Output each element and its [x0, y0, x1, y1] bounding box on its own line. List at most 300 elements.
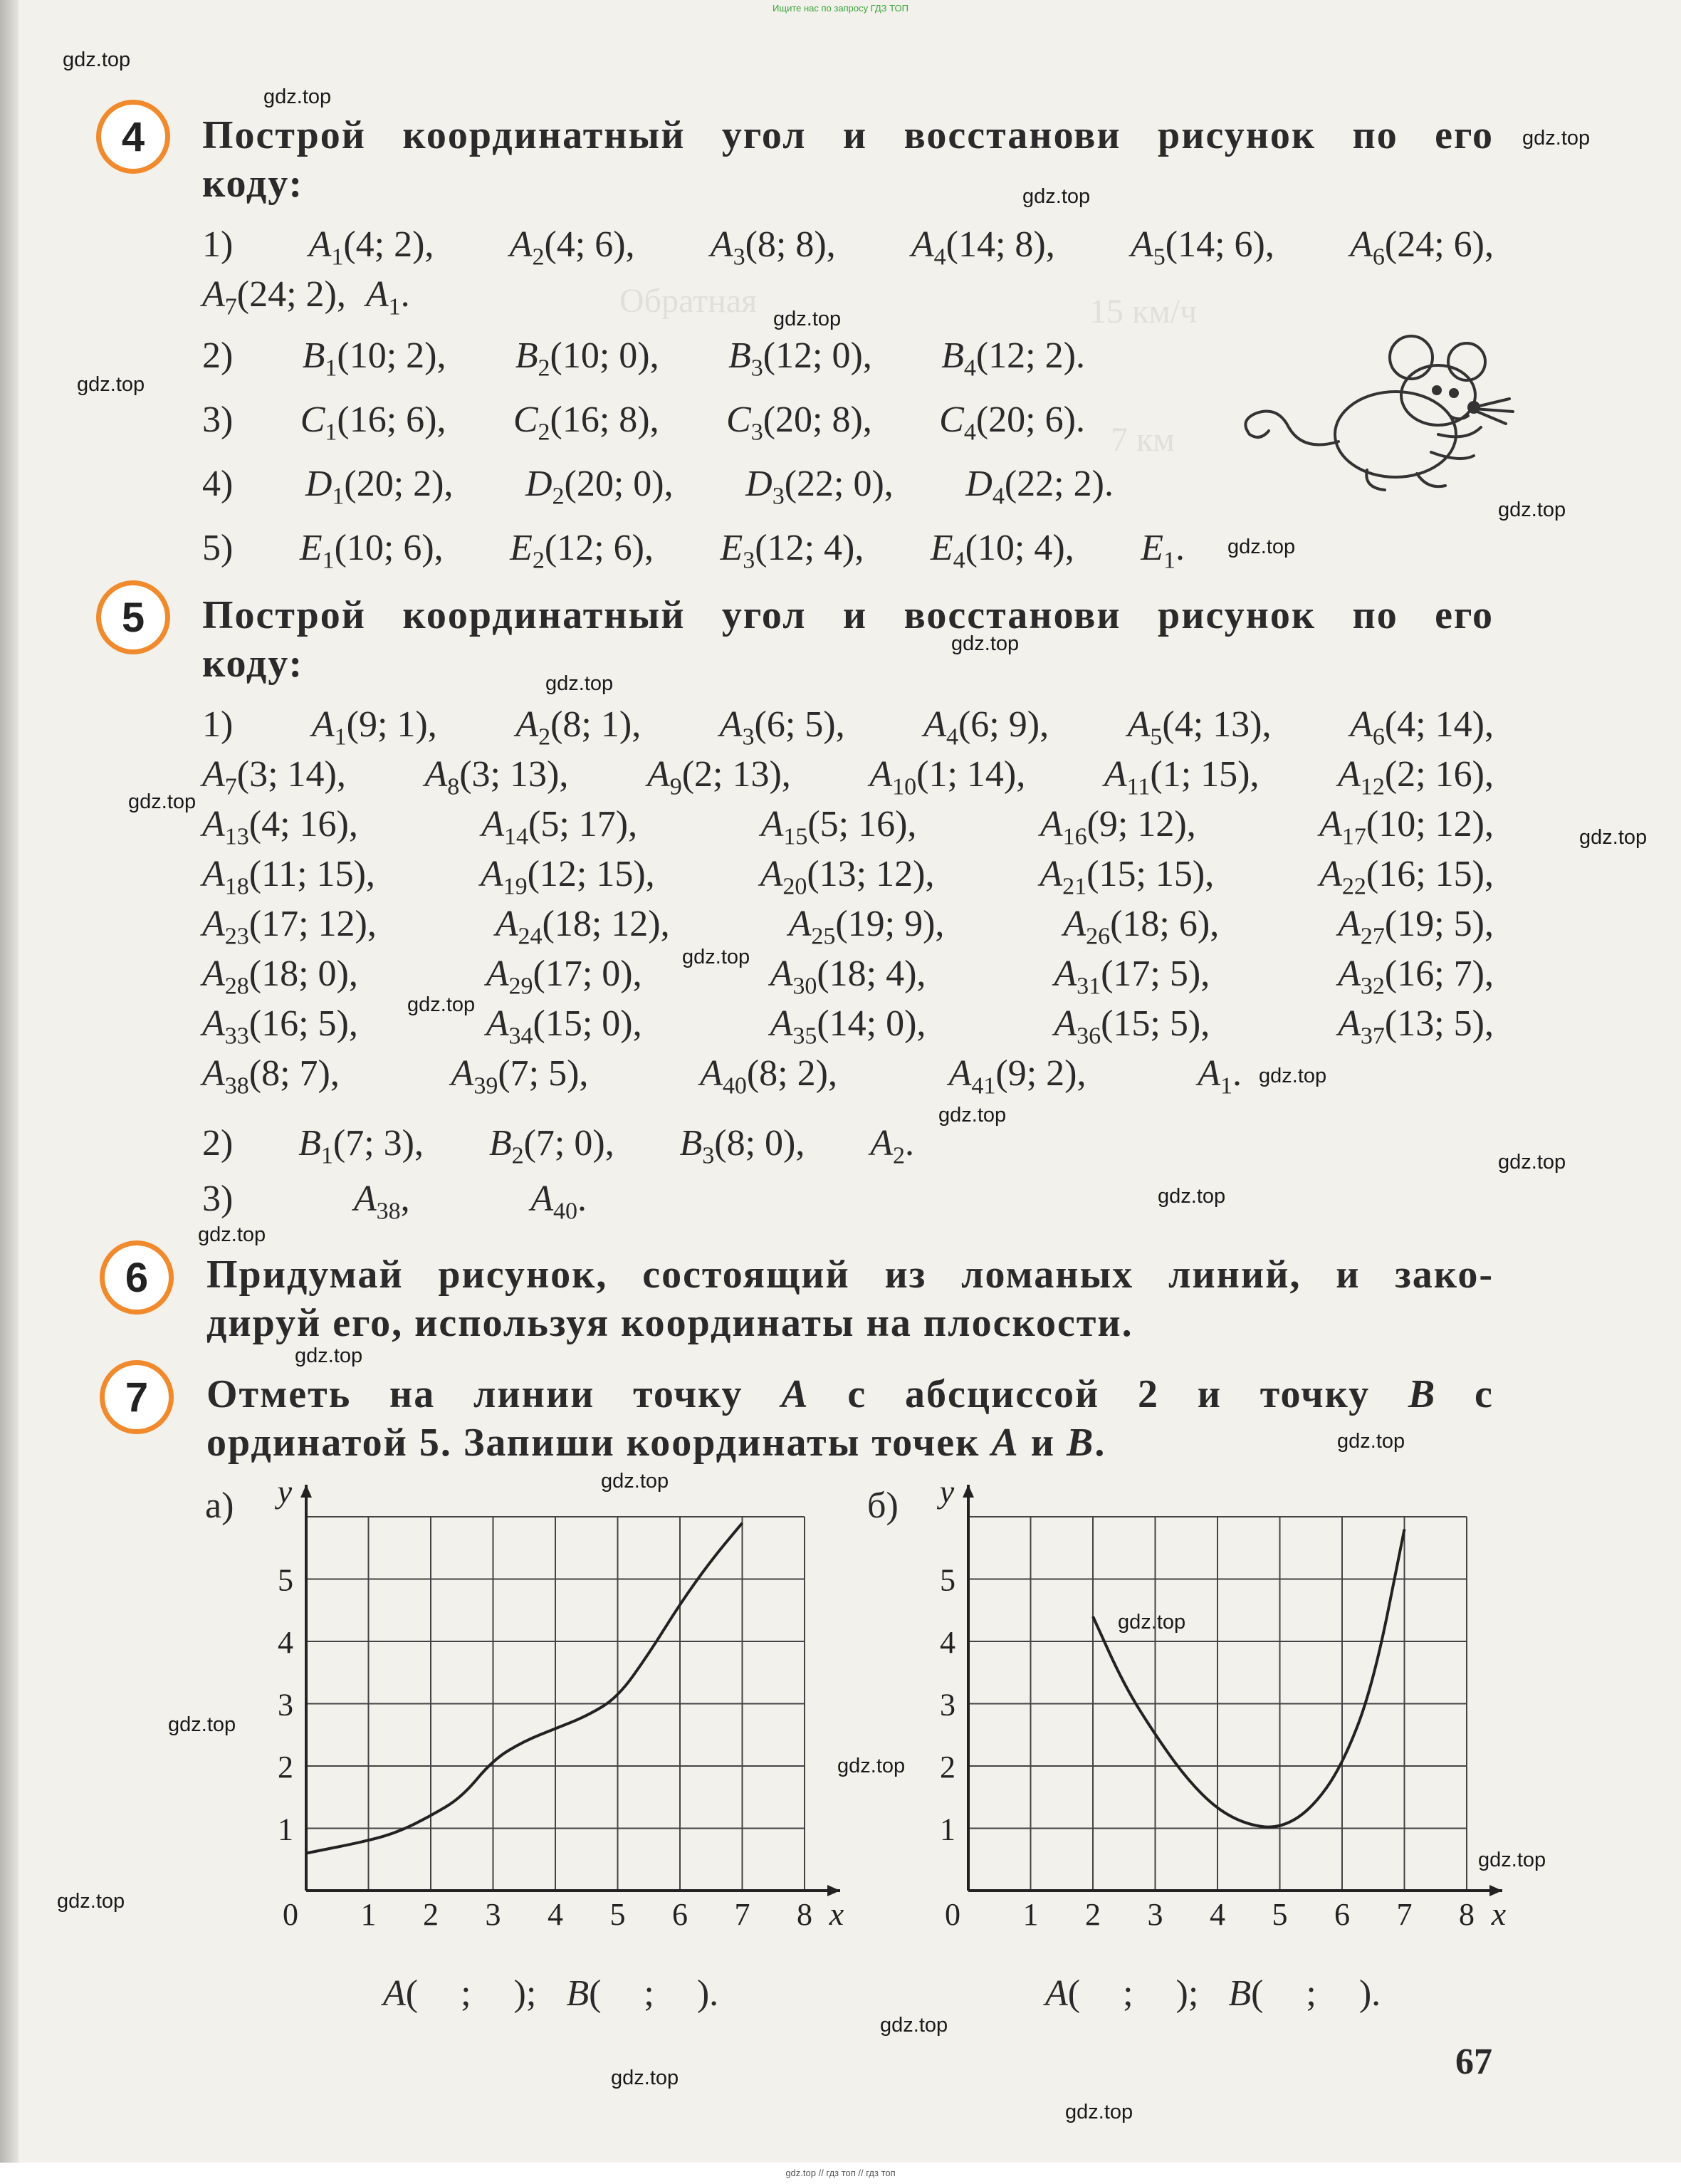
point-index: 7	[224, 773, 237, 800]
point-index: 34	[508, 1023, 533, 1050]
coordinate-point	[486, 1003, 642, 1050]
coordinate-point	[1063, 903, 1219, 950]
point-index: 3	[772, 483, 785, 510]
answer-a-point-b: B	[566, 1973, 590, 2014]
word: по	[1352, 113, 1398, 157]
task7-line2-and: и	[1019, 1421, 1067, 1465]
point-letter: A	[202, 274, 225, 315]
point-letter: A	[760, 854, 783, 894]
coordinate-point	[1319, 853, 1494, 900]
point-coords: (24; 6),	[1384, 224, 1494, 265]
point-coords: (15; 0),	[533, 1003, 642, 1044]
word: рисунок,	[438, 1253, 608, 1297]
watermark: gdz.top	[63, 48, 131, 71]
point-letter: A	[308, 224, 332, 265]
task5-code-row	[202, 753, 1494, 800]
point-letter: A	[1127, 704, 1151, 745]
point-coords: .	[400, 274, 410, 315]
point-coords: (18; 6),	[1110, 904, 1220, 944]
watermark: gdz.top	[682, 946, 750, 968]
point-coords: (12; 2).	[975, 335, 1085, 376]
point-index: 24	[518, 923, 543, 950]
point-index: 12	[1360, 773, 1385, 800]
x-tick-label: 7	[734, 1897, 750, 1932]
coordinate-point	[770, 953, 926, 1000]
bleed-text: 7 км	[1111, 421, 1175, 459]
answer-b-paren: (	[1067, 1973, 1081, 2014]
item-number: 5)	[202, 528, 234, 568]
point-letter: A	[869, 754, 893, 795]
point-coords: .	[1232, 1053, 1242, 1094]
watermark: gdz.top	[1022, 185, 1091, 208]
word: из	[884, 1253, 927, 1297]
y-tick-label: 4	[940, 1625, 955, 1660]
item-number: 1)	[202, 704, 234, 745]
word: с	[847, 1372, 867, 1416]
point-letter: A	[202, 953, 225, 994]
point-a-label: A	[991, 1421, 1020, 1465]
point-coords: (12; 15),	[527, 854, 655, 894]
point-coords: (20; 2),	[344, 464, 454, 504]
point-index: 10	[892, 773, 917, 800]
coordinate-point	[870, 1122, 914, 1169]
coordinate-point	[303, 335, 446, 382]
point-index: 30	[792, 973, 817, 1000]
word: координатный	[402, 593, 686, 637]
point-index: 2	[892, 1142, 905, 1169]
coordinate-point	[680, 1122, 805, 1169]
point-index: 23	[224, 923, 249, 950]
point-coords: (2; 13),	[681, 754, 791, 795]
point-index: 27	[1360, 923, 1385, 950]
point-letter: A	[870, 1123, 893, 1164]
mouse-ear	[1390, 336, 1433, 379]
bleed-text: Обратная	[619, 282, 758, 320]
task4-text-line1	[202, 113, 1494, 158]
point-coords: (7; 0),	[523, 1123, 614, 1164]
item-number: 2)	[202, 1123, 234, 1164]
answer-a-close: );	[513, 1973, 537, 2014]
point-coords: (18; 12),	[542, 904, 670, 944]
point-index: 35	[792, 1023, 817, 1050]
point-index: 25	[811, 923, 836, 950]
point-letter: A	[311, 704, 335, 745]
answer-b-paren: (	[1251, 1973, 1264, 2014]
coordinate-point	[1141, 527, 1185, 574]
point-coords: (7; 5),	[498, 1053, 589, 1094]
coordinate-point	[305, 463, 454, 510]
point-letter: A	[202, 754, 225, 795]
coordinate-point	[1338, 903, 1494, 950]
graph-b	[918, 1481, 1538, 1944]
coordinate-point	[530, 1178, 587, 1225]
point-letter: B	[302, 335, 325, 376]
coordinate-point	[1104, 753, 1260, 800]
coordinate-point	[424, 753, 568, 800]
watermark: gdz.top	[938, 1104, 1007, 1127]
coordinate-point	[300, 399, 446, 446]
point-coords: (14; 6),	[1165, 224, 1274, 265]
point-letter: A	[1131, 224, 1153, 265]
point-letter: A	[202, 1003, 225, 1044]
point-index: 9	[669, 773, 682, 800]
word: и	[842, 593, 868, 637]
point-index: 5	[1150, 723, 1163, 751]
series-curve	[1093, 1530, 1405, 1827]
coordinate-point	[1338, 753, 1494, 800]
coordinate-point	[312, 704, 437, 751]
watermark: gdz.top	[407, 993, 476, 1016]
answer-b-point-a: A	[1045, 1973, 1068, 2014]
point-letter: A	[1338, 904, 1361, 944]
coordinate-point	[202, 1003, 358, 1050]
watermark: gdz.top	[1498, 498, 1566, 521]
point-index: 6	[1372, 244, 1385, 271]
coordinate-point	[720, 704, 845, 751]
point-coords: (17; 5),	[1101, 953, 1210, 994]
point-letter: A	[700, 1053, 723, 1094]
point-coords: .	[904, 1123, 914, 1164]
y-tick-label: 5	[940, 1562, 955, 1598]
coordinate-point	[1040, 853, 1214, 900]
point-letter: A	[1338, 1003, 1361, 1044]
point-coords: (5; 16),	[807, 804, 917, 845]
point-coords: (15; 5),	[1101, 1003, 1210, 1044]
point-coords: (5; 17),	[528, 804, 638, 845]
point-index: 31	[1077, 973, 1101, 1000]
point-coords: (10; 2),	[337, 335, 446, 376]
point-index: 15	[783, 823, 808, 850]
point-coords: .	[1175, 528, 1185, 568]
point-coords: (16; 5),	[248, 1003, 358, 1044]
task6-text-line2: дируй его, используя координаты на плоскости.	[206, 1301, 1133, 1345]
watermark: gdz.top	[951, 632, 1020, 655]
point-coords: (3; 14),	[236, 754, 346, 795]
coordinate-point	[789, 903, 945, 950]
point-letter: A	[202, 854, 225, 894]
grid	[968, 1517, 1467, 1891]
point-coords: (16; 8),	[550, 399, 659, 440]
x-tick-label: 2	[423, 1897, 439, 1932]
point-index: 2	[532, 244, 545, 271]
point-coords: (19; 5),	[1384, 904, 1494, 944]
y-tick-label: 1	[278, 1812, 293, 1847]
point-coords: (8; 7),	[248, 1053, 340, 1094]
point-index: 19	[503, 873, 528, 900]
point-index: 16	[1062, 823, 1087, 850]
watermark: gdz.top	[837, 1755, 906, 1777]
word: его	[1435, 113, 1494, 157]
answer-b-semicolon: ;	[1306, 1973, 1316, 2014]
point-coords: (12; 0),	[763, 335, 872, 376]
task-number-badge: 6	[100, 1240, 174, 1315]
answer-a	[383, 1973, 718, 2015]
point-coords: (6; 5),	[754, 704, 845, 745]
watermark: gdz.top	[1158, 1185, 1226, 1208]
x-tick-label: 1	[1022, 1897, 1039, 1932]
item-number: 3)	[202, 1179, 234, 1219]
mouse-tail	[1245, 412, 1339, 445]
point-letter: A	[365, 274, 389, 315]
point-coords: (10; 12),	[1366, 804, 1494, 845]
mouse-illustration	[1225, 328, 1524, 498]
point-index: 4	[953, 547, 965, 574]
point-letter: D	[305, 464, 332, 504]
point-letter: A	[1350, 704, 1373, 745]
word: A	[781, 1372, 810, 1416]
watermark: gdz.top	[295, 1344, 363, 1367]
point-coords: (22; 2).	[1004, 464, 1114, 504]
coordinate-point	[525, 463, 674, 510]
point-index: 39	[473, 1072, 498, 1099]
coordinate-point	[489, 1122, 614, 1169]
y-axis-label: y	[939, 1481, 955, 1510]
point-letter: A	[1319, 804, 1342, 845]
coordinate-point	[513, 399, 659, 446]
point-letter: C	[726, 399, 751, 440]
point-letter: A	[509, 224, 533, 265]
coordinate-point	[711, 224, 836, 271]
task4-item2	[202, 335, 1085, 382]
task4-item5	[202, 527, 1185, 574]
footer-links[interactable]: gdz.top // гдз топ // гдз топ	[785, 2168, 896, 2178]
coordinate-point	[496, 903, 670, 950]
point-index: 1	[325, 419, 337, 446]
point-letter: A	[424, 754, 448, 795]
word: линии	[473, 1372, 595, 1416]
point-index: 2	[538, 355, 550, 382]
coordinate-point	[202, 853, 375, 900]
answer-a-close: ).	[696, 1973, 719, 2014]
graph-b-label: б)	[867, 1485, 899, 1526]
point-coords: (10; 6),	[334, 528, 444, 568]
point-coords: (16; 6),	[337, 399, 446, 440]
task5-code-row	[202, 1003, 1494, 1050]
point-index: 4	[933, 244, 946, 271]
point-index: 3	[733, 244, 745, 271]
point-coords: (4; 2),	[343, 224, 434, 265]
item-number: 4)	[202, 464, 234, 504]
coordinate-point	[1131, 224, 1274, 271]
mouse-whiskers	[1474, 399, 1513, 424]
coordinate-point	[965, 463, 1114, 510]
point-index: 2	[552, 483, 565, 510]
point-coords: (10; 0),	[550, 335, 659, 376]
point-letter: A	[1040, 854, 1063, 894]
point-index: 4	[963, 355, 976, 382]
task5-code-row	[202, 704, 1494, 751]
task5-code-row	[202, 953, 1494, 1000]
point-letter: B	[728, 335, 751, 376]
coordinate-point	[931, 527, 1074, 574]
point-coords: (18; 4),	[817, 953, 926, 994]
mouse-arm	[1431, 452, 1474, 459]
point-index: 1	[1163, 547, 1175, 574]
point-coords: (2; 16),	[1384, 754, 1494, 795]
point-letter: A	[202, 804, 225, 845]
point-coords: (17; 0),	[533, 953, 642, 994]
coordinate-point	[202, 903, 377, 950]
page-spine-shadow	[0, 0, 19, 2184]
point-index: 1	[331, 244, 344, 271]
word: ломаных	[961, 1253, 1134, 1297]
point-coords: (12; 6),	[544, 528, 654, 568]
coordinate-point	[510, 224, 635, 271]
coordinate-point	[761, 803, 917, 850]
point-letter: A	[530, 1179, 553, 1219]
point-letter: A	[515, 704, 539, 745]
point-index: 4	[946, 723, 958, 751]
coordinate-point	[451, 1052, 589, 1099]
graph-a	[256, 1481, 869, 1944]
point-letter: C	[513, 399, 538, 440]
task4-item3	[202, 399, 1085, 446]
point-letter: A	[1063, 904, 1086, 944]
point-letter: E	[299, 528, 323, 568]
point-index: 7	[224, 293, 237, 320]
word: абсциссой	[904, 1372, 1100, 1416]
y-tick-label: 3	[278, 1687, 293, 1723]
coordinate-point	[202, 753, 346, 800]
point-coords: (4; 13),	[1162, 704, 1272, 745]
coordinate-point	[869, 753, 1025, 800]
x-axis-arrow	[1489, 1885, 1502, 1896]
watermark: gdz.top	[128, 790, 197, 813]
coordinate-point	[202, 803, 358, 850]
y-axis-arrow	[300, 1485, 312, 1498]
coordinate-point	[298, 1122, 424, 1169]
watermark: gdz.top	[198, 1223, 266, 1246]
grid	[306, 1517, 805, 1891]
point-letter: A	[1350, 224, 1373, 265]
point-coords: .	[577, 1179, 587, 1219]
x-tick-label: 7	[1396, 1897, 1413, 1932]
point-index: 14	[504, 823, 529, 850]
watermark: gdz.top	[1118, 1611, 1186, 1634]
task5-sub2	[202, 1122, 914, 1169]
point-letter: A	[1338, 754, 1361, 795]
point-letter: A	[760, 804, 784, 845]
y-axis-arrow	[963, 1485, 974, 1498]
point-index: 17	[1341, 823, 1366, 850]
point-coords: (9; 2),	[995, 1053, 1086, 1094]
answer-a-semicolon: ;	[461, 1973, 471, 2014]
point-coords: (14; 8),	[946, 224, 1055, 265]
point-index: 1	[1220, 1072, 1232, 1099]
x-tick-label: 5	[609, 1897, 626, 1932]
word: по	[1352, 593, 1398, 637]
watermark: gdz.top	[611, 2067, 679, 2089]
watermark: gdz.top	[1065, 2101, 1133, 2123]
watermark: gdz.top	[263, 85, 332, 108]
watermark: gdz.top	[1478, 1849, 1546, 1871]
word: Построй	[202, 113, 367, 157]
watermark: gdz.top	[1337, 1430, 1405, 1453]
point-letter: A	[486, 1003, 509, 1044]
word: 2	[1138, 1372, 1160, 1416]
coordinate-point	[939, 399, 1085, 446]
task4-item4	[202, 463, 1114, 510]
point-index: 2	[511, 1142, 524, 1169]
y-tick-label: 5	[278, 1562, 293, 1598]
word: на	[389, 1372, 436, 1416]
point-letter: E	[720, 528, 743, 568]
point-index: 3	[750, 355, 763, 382]
point-coords: (15; 15),	[1086, 854, 1215, 894]
bleed-text: 15 км/ч	[1089, 293, 1198, 330]
point-letter: A	[202, 1053, 225, 1094]
point-index: 18	[224, 873, 249, 900]
answer-a-paren: (	[589, 1973, 602, 2014]
point-coords: (22; 0),	[784, 464, 894, 504]
point-letter: C	[300, 399, 325, 440]
point-index: 1	[322, 547, 335, 574]
point-letter: A	[495, 904, 518, 944]
point-letter: A	[646, 754, 670, 795]
point-coords: (9; 1),	[346, 704, 437, 745]
point-letter: A	[923, 704, 946, 745]
point-index: 3	[702, 1142, 715, 1169]
point-index: 3	[743, 547, 755, 574]
point-coords: (19; 9),	[835, 904, 945, 944]
point-letter: A	[1319, 854, 1342, 894]
point-index: 37	[1360, 1023, 1385, 1050]
coordinate-point	[481, 803, 637, 850]
point-index: 22	[1341, 873, 1366, 900]
word: и	[842, 113, 868, 157]
header-link[interactable]: Ищите нас по запросу ГДЗ ТОП	[773, 3, 908, 14]
point-index: 33	[224, 1023, 249, 1050]
word: линий,	[1168, 1253, 1302, 1297]
point-letter: A	[1054, 1003, 1077, 1044]
point-letter: B	[941, 335, 964, 376]
point-coords: (12; 4),	[755, 528, 864, 568]
point-letter: A	[1104, 754, 1127, 795]
word: восстанови	[904, 593, 1121, 637]
point-index: 38	[376, 1198, 401, 1225]
coordinate-point	[726, 399, 872, 446]
watermark: gdz.top	[545, 672, 614, 695]
point-coords: (20; 0),	[564, 464, 674, 504]
coordinate-point	[760, 853, 935, 900]
coordinate-point	[300, 527, 444, 574]
point-letter: A	[1338, 953, 1361, 994]
point-index: 2	[538, 419, 550, 446]
point-letter: A	[353, 1179, 377, 1219]
coordinate-point	[1040, 803, 1196, 850]
x-tick-label: 6	[672, 1897, 688, 1932]
point-letter: E	[1141, 528, 1163, 568]
point-coords: (20; 8),	[763, 399, 872, 440]
point-letter: A	[719, 704, 743, 745]
point-coords: (1; 14),	[916, 754, 1026, 795]
coordinate-point	[1350, 224, 1494, 271]
point-letter: A	[481, 804, 505, 845]
mouse-eye	[1433, 387, 1440, 394]
coordinate-point	[1054, 953, 1210, 1000]
x-tick-label: 3	[1147, 1897, 1163, 1932]
answer-a-paren: (	[405, 1973, 419, 2014]
coordinate-point	[700, 1052, 837, 1099]
mouse-mouth	[1451, 416, 1468, 419]
point-coords: (18; 0),	[248, 953, 358, 994]
watermark: gdz.top	[57, 1890, 125, 1913]
watermark: gdz.top	[773, 308, 842, 330]
watermark: gdz.top	[168, 1713, 236, 1736]
x-tick-label: 3	[485, 1897, 501, 1932]
point-coords: (13; 5),	[1384, 1003, 1494, 1044]
watermark: gdz.top	[77, 373, 145, 396]
